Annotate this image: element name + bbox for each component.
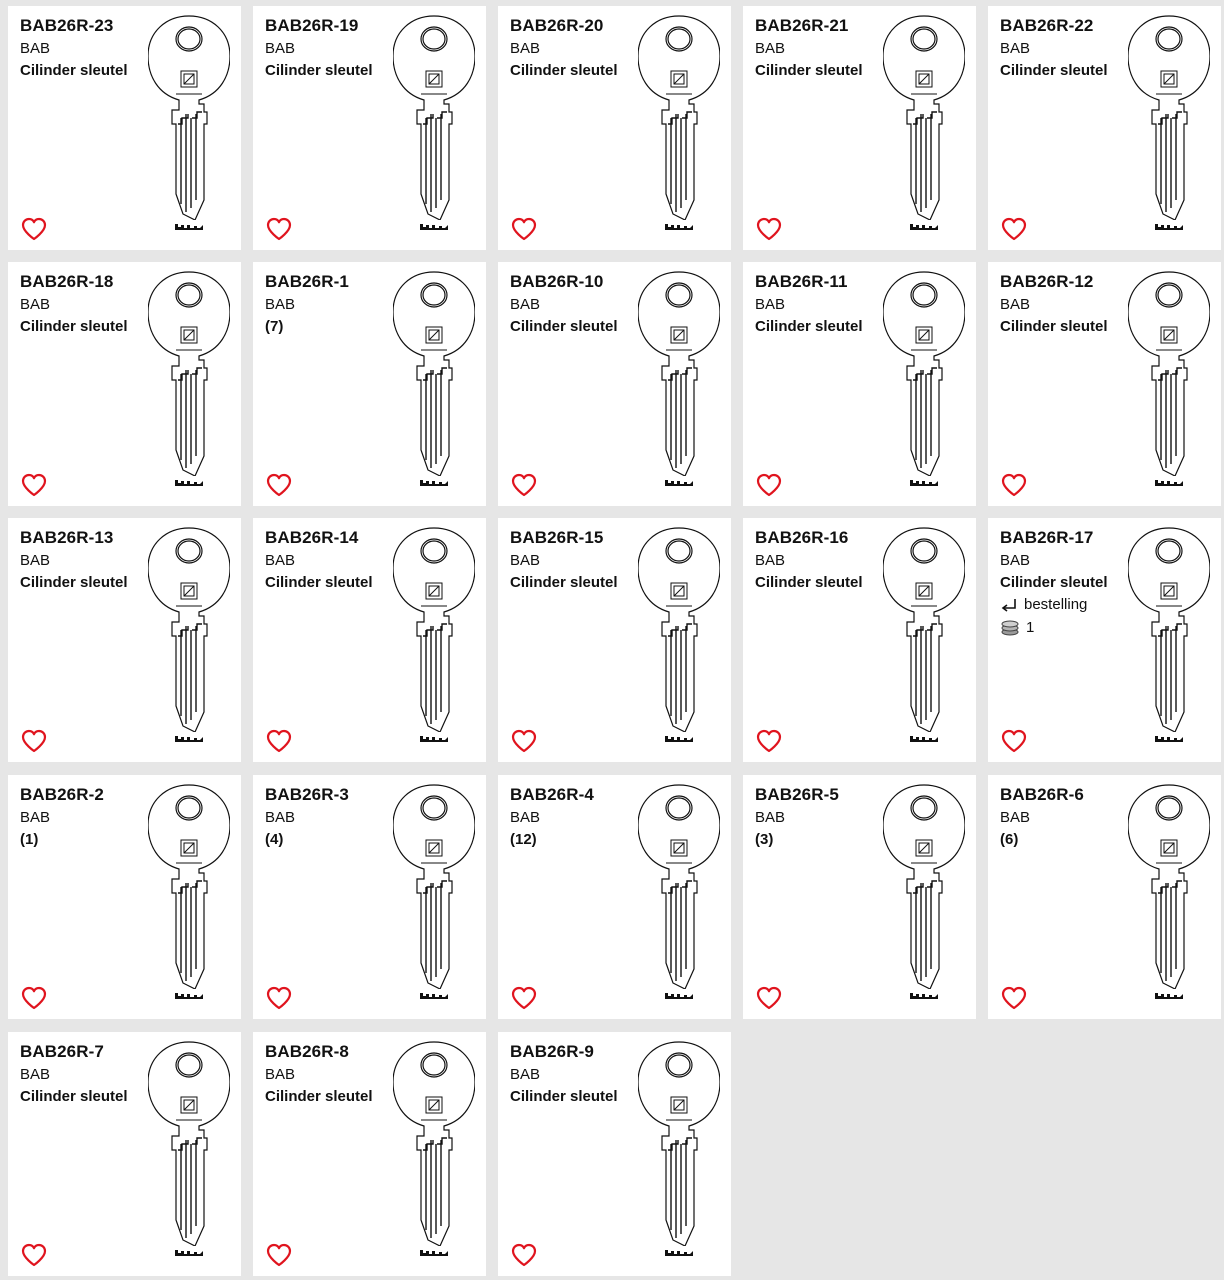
product-card[interactable]	[8, 775, 241, 1019]
product-card[interactable]	[988, 775, 1221, 1019]
key-profile-icon	[664, 1248, 694, 1258]
product-code: BAB26R-21	[755, 16, 849, 35]
product-subtitle: (1)	[20, 831, 39, 848]
product-code: BAB26R-6	[1000, 785, 1084, 804]
product-card[interactable]	[8, 1032, 241, 1276]
product-subtitle: Cilinder sleutel	[20, 318, 128, 335]
stock-info	[1000, 618, 1034, 636]
heart-outline-icon[interactable]	[266, 986, 292, 1010]
product-subtitle: (6)	[1000, 831, 1019, 848]
heart-outline-icon[interactable]	[21, 1243, 47, 1267]
key-profile-icon	[174, 222, 204, 232]
heart-outline-icon[interactable]	[1001, 729, 1027, 753]
key-profile-icon	[1154, 991, 1184, 1001]
stock-coins-icon	[1000, 618, 1020, 636]
key-profile-icon	[909, 734, 939, 744]
product-subtitle: Cilinder sleutel	[265, 1088, 373, 1105]
cylinder-key-blank-icon	[883, 14, 965, 220]
product-card[interactable]	[8, 518, 241, 762]
product-code: BAB26R-16	[755, 528, 849, 547]
product-subtitle: Cilinder sleutel	[755, 62, 863, 79]
cylinder-key-blank-icon	[638, 14, 720, 220]
product-code: BAB26R-2	[20, 785, 104, 804]
product-subtitle: Cilinder sleutel	[755, 318, 863, 335]
product-card[interactable]	[498, 775, 731, 1019]
cylinder-key-blank-icon	[393, 14, 475, 220]
product-card[interactable]	[253, 262, 486, 506]
product-subtitle: Cilinder sleutel	[510, 318, 618, 335]
product-code: BAB26R-8	[265, 1042, 349, 1061]
product-code: BAB26R-15	[510, 528, 604, 547]
product-subtitle: (3)	[755, 831, 774, 848]
product-card[interactable]	[253, 1032, 486, 1276]
product-subtitle: Cilinder sleutel	[1000, 318, 1108, 335]
product-code: BAB26R-18	[20, 272, 114, 291]
product-subtitle: Cilinder sleutel	[510, 1088, 618, 1105]
product-brand: BAB	[265, 1066, 296, 1083]
product-subtitle: Cilinder sleutel	[20, 574, 128, 591]
product-code: BAB26R-17	[1000, 528, 1094, 547]
heart-outline-icon[interactable]	[511, 1243, 537, 1267]
product-subtitle: Cilinder sleutel	[265, 62, 373, 79]
product-brand: BAB	[265, 809, 296, 826]
stock-count: 1	[1026, 618, 1035, 636]
key-profile-icon	[419, 991, 449, 1001]
order-return-arrow-icon	[1000, 597, 1018, 613]
heart-outline-icon[interactable]	[1001, 473, 1027, 497]
heart-outline-icon[interactable]	[21, 217, 47, 241]
cylinder-key-blank-icon	[883, 526, 965, 732]
product-brand: BAB	[510, 809, 541, 826]
cylinder-key-blank-icon	[1128, 270, 1210, 476]
product-brand: BAB	[1000, 809, 1031, 826]
product-brand: BAB	[265, 552, 296, 569]
cylinder-key-blank-icon	[883, 270, 965, 476]
product-code: BAB26R-3	[265, 785, 349, 804]
product-brand: BAB	[1000, 40, 1031, 57]
product-subtitle: Cilinder sleutel	[20, 1088, 128, 1105]
cylinder-key-blank-icon	[638, 1040, 720, 1246]
key-profile-icon	[664, 222, 694, 232]
cylinder-key-blank-icon	[148, 14, 230, 220]
product-subtitle: (7)	[265, 318, 284, 335]
key-profile-icon	[174, 991, 204, 1001]
cylinder-key-blank-icon	[638, 270, 720, 476]
product-card[interactable]	[498, 518, 731, 762]
cylinder-key-blank-icon	[393, 526, 475, 732]
key-profile-icon	[1154, 734, 1184, 744]
product-card[interactable]	[498, 1032, 731, 1276]
key-profile-icon	[419, 222, 449, 232]
cylinder-key-blank-icon	[1128, 783, 1210, 989]
cylinder-key-blank-icon	[148, 783, 230, 989]
product-subtitle: Cilinder sleutel	[265, 574, 373, 591]
product-brand: BAB	[510, 40, 541, 57]
heart-outline-icon[interactable]	[1001, 986, 1027, 1010]
heart-outline-icon[interactable]	[21, 729, 47, 753]
heart-outline-icon[interactable]	[266, 473, 292, 497]
cylinder-key-blank-icon	[393, 1040, 475, 1246]
heart-outline-icon[interactable]	[21, 473, 47, 497]
product-brand: BAB	[1000, 296, 1031, 313]
product-brand: BAB	[1000, 552, 1031, 569]
product-card[interactable]	[498, 6, 731, 250]
key-profile-icon	[909, 222, 939, 232]
cylinder-key-blank-icon	[1128, 526, 1210, 732]
key-profile-icon	[909, 478, 939, 488]
product-code: BAB26R-14	[265, 528, 359, 547]
product-code: BAB26R-1	[265, 272, 349, 291]
product-brand: BAB	[510, 296, 541, 313]
product-card[interactable]	[253, 775, 486, 1019]
product-subtitle: Cilinder sleutel	[510, 62, 618, 79]
heart-outline-icon[interactable]	[1001, 217, 1027, 241]
product-card[interactable]	[988, 262, 1221, 506]
cylinder-key-blank-icon	[883, 783, 965, 989]
product-code: BAB26R-4	[510, 785, 594, 804]
product-code: BAB26R-13	[20, 528, 114, 547]
product-code: BAB26R-23	[20, 16, 114, 35]
heart-outline-icon[interactable]	[511, 729, 537, 753]
key-profile-icon	[419, 734, 449, 744]
product-code: BAB26R-20	[510, 16, 604, 35]
product-subtitle: Cilinder sleutel	[510, 574, 618, 591]
product-code: BAB26R-5	[755, 785, 839, 804]
product-code: BAB26R-11	[755, 272, 848, 291]
cylinder-key-blank-icon	[148, 270, 230, 476]
product-card[interactable]	[743, 6, 976, 250]
order-info	[1000, 596, 1087, 613]
heart-outline-icon[interactable]	[21, 986, 47, 1010]
product-card[interactable]	[743, 518, 976, 762]
cylinder-key-blank-icon	[148, 526, 230, 732]
product-brand: BAB	[510, 552, 541, 569]
key-profile-icon	[664, 478, 694, 488]
cylinder-key-blank-icon	[638, 783, 720, 989]
heart-outline-icon[interactable]	[266, 217, 292, 241]
product-code: BAB26R-7	[20, 1042, 104, 1061]
cylinder-key-blank-icon	[393, 783, 475, 989]
key-profile-icon	[174, 478, 204, 488]
heart-outline-icon[interactable]	[511, 473, 537, 497]
cylinder-key-blank-icon	[148, 1040, 230, 1246]
product-brand: BAB	[265, 296, 296, 313]
heart-outline-icon[interactable]	[756, 217, 782, 241]
heart-outline-icon[interactable]	[756, 729, 782, 753]
product-code: BAB26R-10	[510, 272, 604, 291]
product-card[interactable]	[988, 518, 1221, 762]
cylinder-key-blank-icon	[1128, 14, 1210, 220]
product-brand: BAB	[265, 40, 296, 57]
product-subtitle: Cilinder sleutel	[1000, 62, 1108, 79]
cylinder-key-blank-icon	[638, 526, 720, 732]
product-brand: BAB	[755, 40, 786, 57]
product-code: BAB26R-22	[1000, 16, 1094, 35]
product-subtitle: Cilinder sleutel	[755, 574, 863, 591]
product-card[interactable]	[8, 262, 241, 506]
key-profile-icon	[174, 1248, 204, 1258]
product-subtitle: Cilinder sleutel	[1000, 574, 1108, 591]
product-brand: BAB	[20, 809, 51, 826]
key-profile-icon	[1154, 222, 1184, 232]
key-profile-icon	[1154, 478, 1184, 488]
product-brand: BAB	[20, 1066, 51, 1083]
heart-outline-icon[interactable]	[266, 1243, 292, 1267]
product-brand: BAB	[755, 552, 786, 569]
key-profile-icon	[909, 991, 939, 1001]
heart-outline-icon[interactable]	[511, 986, 537, 1010]
product-code: BAB26R-9	[510, 1042, 594, 1061]
product-subtitle: Cilinder sleutel	[20, 62, 128, 79]
product-card[interactable]	[253, 6, 486, 250]
product-subtitle: (4)	[265, 831, 284, 848]
product-brand: BAB	[20, 296, 51, 313]
product-card[interactable]	[253, 518, 486, 762]
heart-outline-icon[interactable]	[511, 217, 537, 241]
product-card[interactable]	[988, 6, 1221, 250]
key-profile-icon	[174, 734, 204, 744]
heart-outline-icon[interactable]	[756, 473, 782, 497]
key-profile-icon	[664, 734, 694, 744]
product-code: BAB26R-19	[265, 16, 359, 35]
product-subtitle: (12)	[510, 831, 537, 848]
product-brand: BAB	[20, 40, 51, 57]
product-card[interactable]	[743, 775, 976, 1019]
key-profile-icon	[664, 991, 694, 1001]
product-brand: BAB	[510, 1066, 541, 1083]
product-brand: BAB	[755, 296, 786, 313]
product-brand: BAB	[20, 552, 51, 569]
order-label: bestelling	[1024, 596, 1088, 613]
product-card[interactable]	[498, 262, 731, 506]
product-brand: BAB	[755, 809, 786, 826]
product-code: BAB26R-12	[1000, 272, 1094, 291]
heart-outline-icon[interactable]	[266, 729, 292, 753]
product-card[interactable]	[743, 262, 976, 506]
product-card[interactable]	[8, 6, 241, 250]
key-profile-icon	[419, 1248, 449, 1258]
key-profile-icon	[419, 478, 449, 488]
cylinder-key-blank-icon	[393, 270, 475, 476]
heart-outline-icon[interactable]	[756, 986, 782, 1010]
